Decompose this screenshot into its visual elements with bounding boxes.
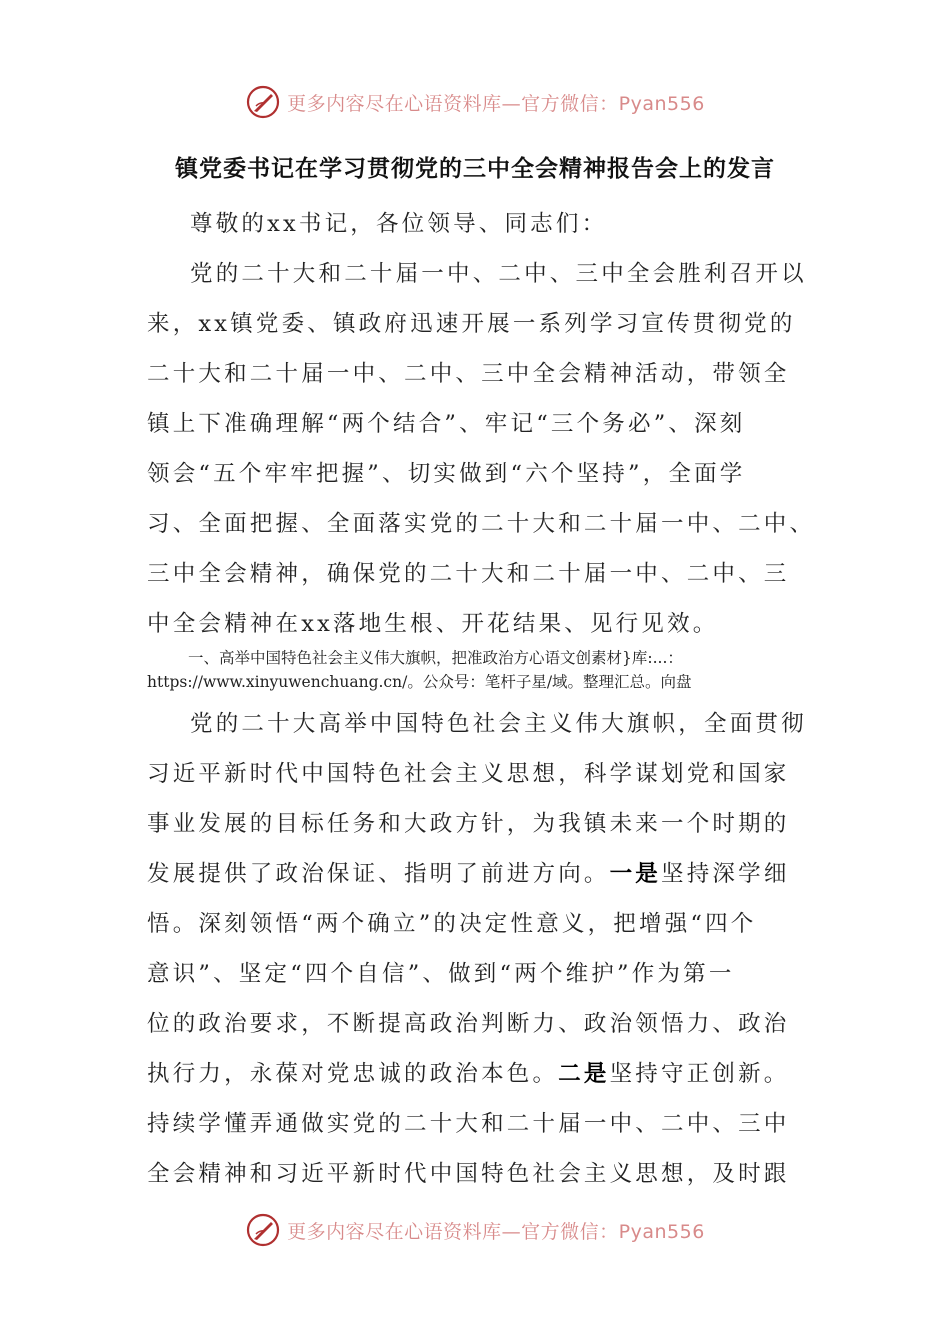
paragraph-line: 执行力，永葆对党忠诚的政治本色。二是坚持守正创新。	[147, 1061, 790, 1087]
paragraph-line: 二十大和二十届一中、二中、三中全会精神活动，带领全	[147, 361, 790, 387]
document-title: 镇党委书记在学习贯彻党的三中全会精神报告会上的发言	[175, 155, 775, 182]
salutation: 尊敬的xx书记，各位领导、同志们：	[190, 211, 608, 237]
paragraph-line: 领会“五个牢牢把握”、切实做到“六个坚持”，全面学	[147, 461, 746, 487]
paragraph-line: 发展提供了政治保证、指明了前进方向。一是坚持深学细	[147, 861, 790, 887]
source-link[interactable]: https://www.xinyuwenchuang.cn/	[147, 673, 408, 691]
paragraph-line: 事业发展的目标任务和大政方针，为我镇未来一个时期的	[147, 811, 790, 837]
paragraph-line: 位的政治要求，不断提高政治判断力、政治领悟力、政治	[147, 1011, 790, 1037]
paragraph-line: 意识”、坚定“四个自信”、做到“两个维护”作为第一	[147, 961, 735, 987]
paragraph-line: 来，xx镇党委、镇政府迅速开展一系列学习宣传贯彻党的	[147, 311, 796, 337]
point-two-label: 二是	[558, 1061, 610, 1087]
quill-logo-icon	[245, 84, 281, 120]
paragraph-line: 全会精神和习近平新时代中国特色社会主义思想，及时跟	[147, 1161, 790, 1187]
point-one-label: 一是	[609, 861, 662, 887]
paragraph-line: 习近平新时代中国特色社会主义思想，科学谋划党和国家	[147, 761, 790, 787]
paragraph-line: 持续学懂弄通做实党的二十大和二十届一中、二中、三中	[147, 1111, 790, 1137]
paragraph-line: 党的二十大高举中国特色社会主义伟大旗帜，全面贯彻	[190, 711, 807, 737]
watermark-text: 更多内容尽在心语资料库—官方微信：Pyan556	[287, 92, 705, 115]
watermark-banner-top	[0, 82, 950, 122]
paragraph-line: 习、全面把握、全面落实党的二十大和二十届一中、二中、	[147, 511, 816, 537]
section-heading: 一、高举中国特色社会主义伟大旗帜，把准政治方心语文创素材}库:...：	[188, 649, 683, 667]
paragraph-line: 三中全会精神，确保党的二十大和二十届一中、二中、三	[147, 561, 790, 587]
paragraph-line: 镇上下准确理解“两个结合”、牢记“三个务必”、深刻	[147, 411, 746, 437]
paragraph-line: 中全会精神在xx落地生根、开花结果、见行见效。	[147, 611, 719, 637]
paragraph-line: 悟。深刻领悟“两个确立”的决定性意义，把增强“四个	[147, 911, 757, 937]
section-heading-source: https://www.xinyuwenchuang.cn/。公众号：笔杆子星/域。整理汇总。向盘	[147, 673, 692, 691]
watermark-text: 更多内容尽在心语资料库—官方微信：Pyan556	[287, 1220, 705, 1243]
paragraph-line: 党的二十大和二十届一中、二中、三中全会胜利召开以	[190, 261, 807, 287]
quill-logo-icon	[245, 1212, 281, 1248]
watermark-banner-bottom	[0, 1210, 950, 1250]
